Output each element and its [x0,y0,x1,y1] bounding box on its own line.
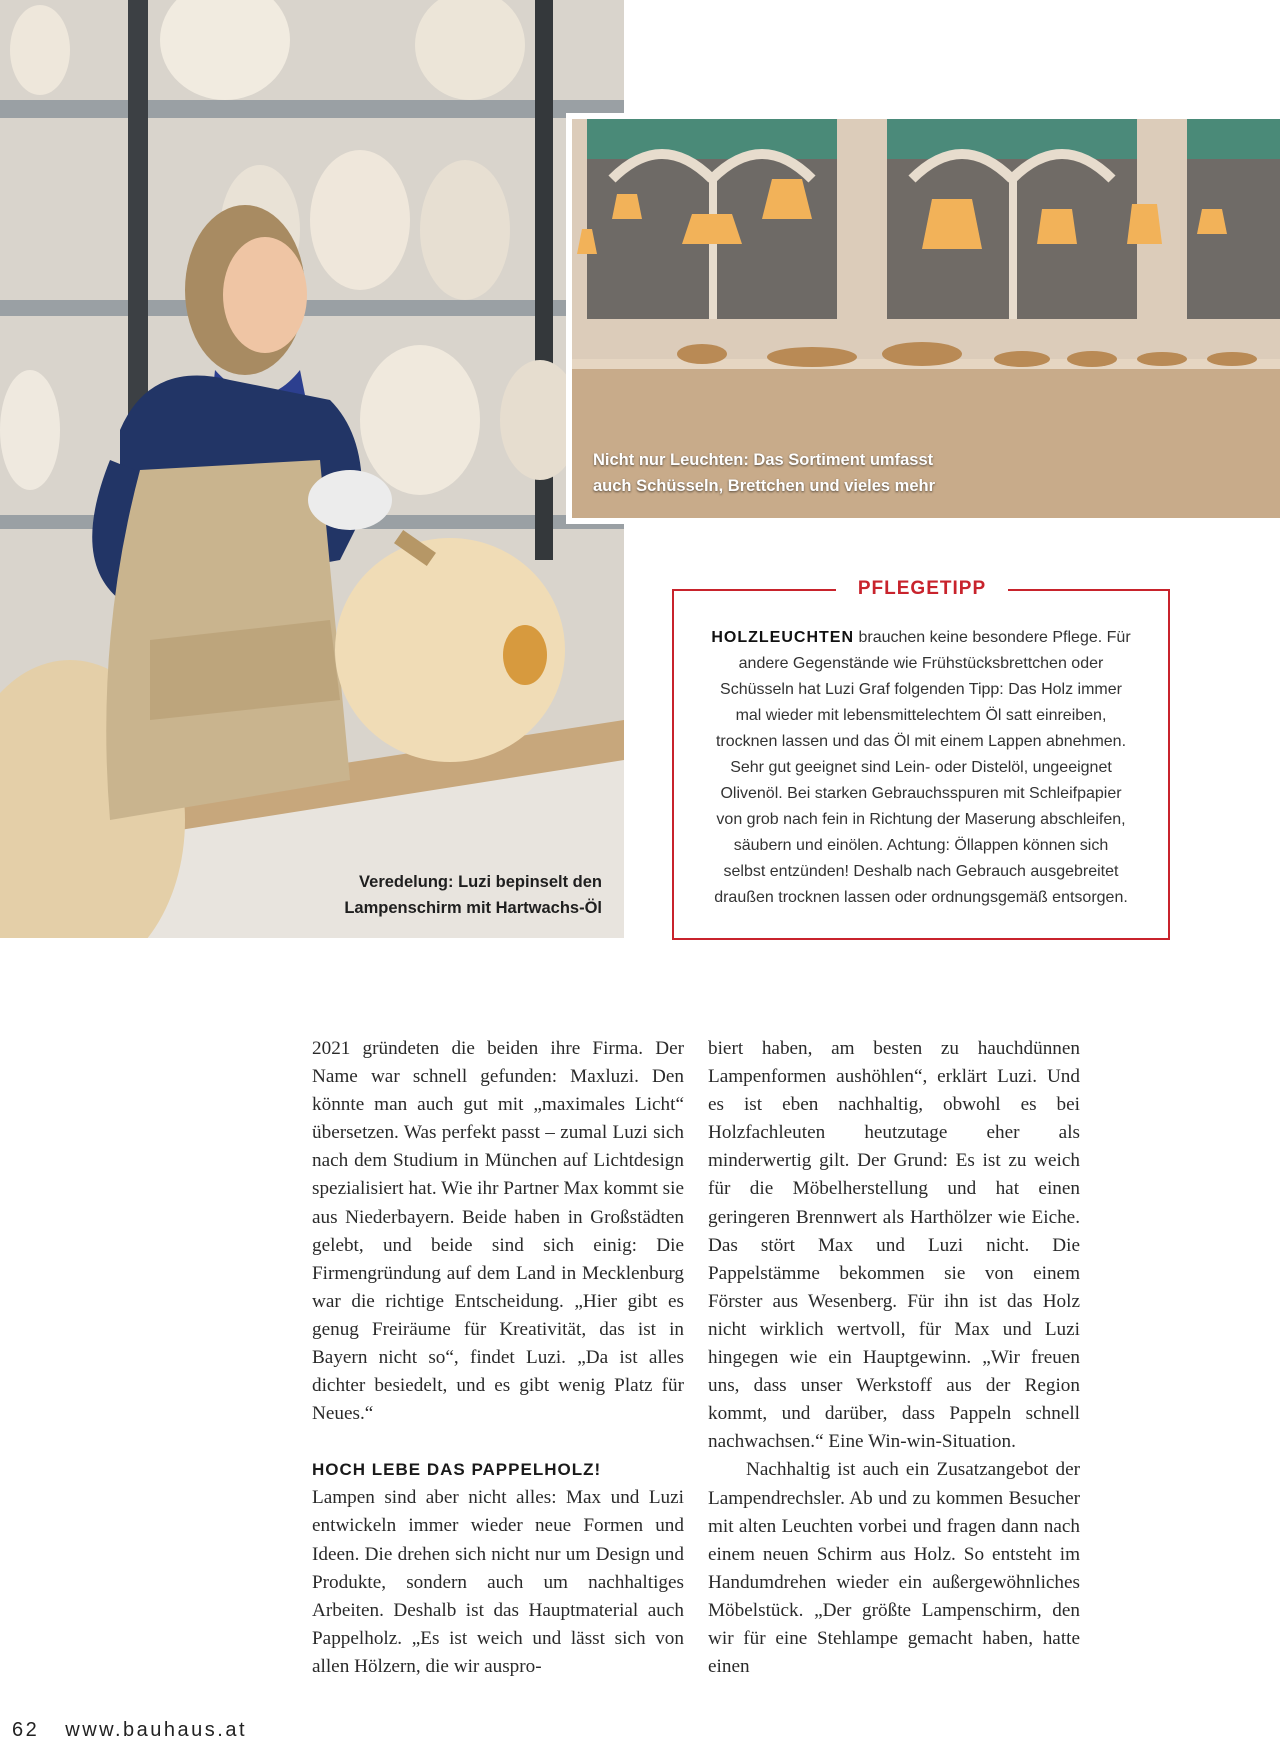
caption-line: Nicht nur Leuchten: Das Sortiment umfasst [593,451,934,469]
article-paragraph: 2021 gründeten die beiden ihre Firma. Der Name war schnell gefunden: Maxluzi. Den könnte man auch gut mit „maximales Licht“ übersetzen. Was perfekt passt – zumal Luzi sich nach dem Studium in München auf Lichtdesign spezialisiert hat. Wie ihr Partner Max kommt sie aus Niederbayern. Beide haben in Großstädten gelebt, und beide sind sich einig: Die Firmengründung auf dem Land in Mecklenburg war die richtige Entscheidung. „Hier gibt es genug Freiräume für Kreativität, das ist in Bayern nicht so“, findet Luzi. „Da ist alles dichter besiedelt, und es gibt wenig Platz für Neues.“ [312,1038,684,1425]
caption-line: Lampenschirm mit Hartwachs-Öl [344,899,602,917]
tip-line: selbst entzünden! Deshalb nach Gebrauch ausgebreitet [723,863,1119,880]
article-paragraph: biert haben, am besten zu hauchdünnen Lampenformen aushöhlen“, erklärt Luzi. Und es ist eben nachhaltig, obwohl es bei Holzfachleuten heutzutage eher als minderwertig gilt. Der Grund: Es ist zu weich für die Möbelherstellung und hat einen geringeren Brennwert als Harthölzer wie Eiche. Das stört Max und Luzi nicht. Die Pappelstämme bekommen sie von einem Förster aus Wesenberg. Für ihn ist das Holz nicht wirklich wertvoll, für Max und Luzi hingegen wie ein Hauptgewinn. „Wir freuen uns, dass unser Werkstoff aus der Region kommt, und darüber, dass Pappeln schnell nachwachsen.“ Eine Win-win-Situation. [708,1038,1080,1453]
tip-line [698,625,1144,651]
workshop-photo-caption [312,869,602,921]
tip-line: mal wieder mit lebensmittelechtem Öl satt einreiben, [735,707,1107,724]
care-tip-text [698,625,1144,911]
article-column-1 [312,1035,684,1681]
tip-line: Olivenöl. Bei starken Gebrauchsspuren mit Schleifpapier [720,785,1122,802]
tip-line: trocknen lassen und das Öl mit einem Lappen abnehmen. [715,733,1127,750]
page-number: 62 [12,1719,40,1741]
page-footer [12,1716,247,1744]
tip-line: draußen trocknen lassen oder ordnungsgemäß entsorgen. [714,889,1128,906]
shop-photo-caption [593,447,953,499]
article-subheading: HOCH LEBE DAS PAPPELHOLZ! [312,1460,602,1480]
tip-line: von grob nach fein in Richtung der Maserung abschleifen, [716,811,1126,828]
tip-line-text: brauchen keine besondere Pflege. Für [854,629,1131,646]
caption-line: auch Schüsseln, Brettchen und vieles mehr [593,477,936,495]
article-paragraph: Lampen sind aber nicht alles: Max und Luzi entwickeln immer wieder neue Formen und Ideen. Die drehen sich nicht nur um Design und Produkte, sondern auch um nachhaltiges Arbeiten. Deshalb ist das Hauptmaterial auch Pappelholz. „Es ist weich und lässt sich von allen Hölzern, die wir auspro- [312,1487,684,1677]
article-paragraph: Nachhaltig ist auch ein Zusatzangebot der Lampendrechsler. Ab und zu kommen Besucher mit alten Leuchten vorbei und fragen dann nach einem neuen Schirm aus Holz. So entsteht im Handumdrehen wieder ein außergewöhnliches Möbelstück. „Der größte Lampenschirm, den wir für eine Stehlampe gemacht haben, hatte einen [708,1459,1080,1678]
tip-line: Sehr gut geeignet sind Lein- oder Distelöl, ungeeignet [730,759,1112,776]
caption-line: Veredelung: Luzi bepinselt den [359,873,602,891]
footer-url[interactable]: www.bauhaus.at [65,1719,248,1741]
tip-lead: HOLZLEUCHTEN [711,629,855,646]
tip-line: säubern und einölen. Achtung: Öllappen können sich [733,837,1109,854]
tip-line: Schüsseln hat Luzi Graf folgenden Tipp: Das Holz immer [720,681,1122,698]
care-tip-title: PFLEGETIPP [836,573,1008,605]
article-column-2 [708,1035,1080,1681]
tip-line: andere Gegenstände wie Frühstücksbrettchen oder [738,655,1104,672]
workshop-photo [0,0,624,938]
